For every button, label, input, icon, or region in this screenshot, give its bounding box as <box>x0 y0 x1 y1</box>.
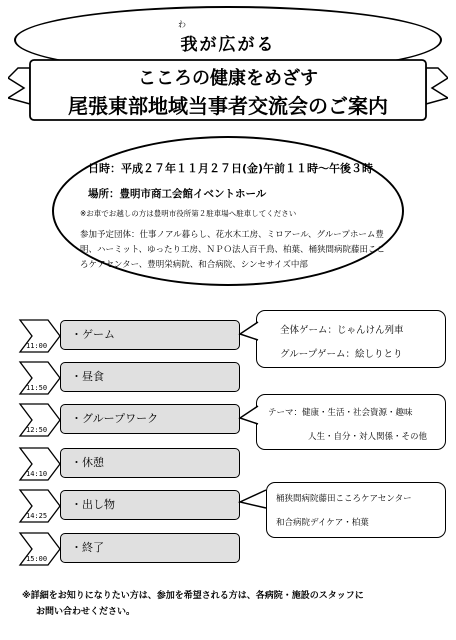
schedule-item: ・昼食 <box>60 362 240 392</box>
participant-groups: 参加予定団体：仕事ノアル暮らし、花水木工房、ミロアール、グループホーム豊明、ハーミット、ゆったり工房、ＮＰＯ法人百千鳥、柏葉、桶狭間病院藤田こころケアセンター、豊明栄病院、和合病院、シンセサイズ中部 <box>80 230 385 270</box>
title-line-1: 我が広がる <box>180 35 276 55</box>
title-ruby: わ <box>178 20 186 29</box>
callout-show-pointer <box>238 488 268 514</box>
timeline-chevron <box>18 360 62 406</box>
callout-theme-line2: 人生・自分・対人関係・その他 <box>308 432 428 442</box>
schedule-time: 14:25 <box>26 512 48 520</box>
footer-line-2: お問い合わせください。 <box>36 607 136 617</box>
title-line-2: こころの健康をめざす <box>138 68 318 89</box>
schedule-item: ・出し物 <box>60 490 240 520</box>
timeline-chevron <box>18 402 62 448</box>
timeline-chevron <box>18 446 62 492</box>
callout-show-line2: 和合病院デイケア・柏葉 <box>276 518 369 528</box>
schedule-time: 15:00 <box>26 555 48 563</box>
schedule-time: 11:00 <box>26 342 48 350</box>
schedule-item: ・ゲーム <box>60 320 240 350</box>
parking-note: ※お車でお越しの方は豊明市役所第２駐車場へ駐車してください <box>80 209 297 218</box>
schedule-item: ・グループワーク <box>60 404 240 434</box>
schedule-time: 12:50 <box>26 426 48 434</box>
schedule-time: 11:50 <box>26 384 48 392</box>
callout-game-line1: 全体ゲーム：じゃんけん列車 <box>280 325 404 336</box>
schedule-time: 14:10 <box>26 470 48 478</box>
callout-show <box>266 482 446 538</box>
schedule-item: ・休憩 <box>60 448 240 478</box>
event-date: 日時：平成２７年１１月２７日(金)午前１１時～午後３時 <box>88 162 374 175</box>
callout-theme-line1: テーマ：健康・生活・社会資源・趣味 <box>268 408 413 418</box>
footer-note <box>22 588 442 620</box>
title-line-3: 尾張東部地域当事者交流会のご案内 <box>68 94 388 118</box>
timeline-chevron <box>18 488 62 534</box>
timeline-chevron <box>18 531 62 577</box>
callout-theme-pointer <box>238 404 260 430</box>
callout-game-pointer <box>238 320 260 346</box>
callout-show-line1: 桶狭間病院藤田こころケアセンター <box>276 494 412 504</box>
event-place: 場所：豊明市商工会館イベントホール <box>88 188 267 200</box>
footer-line-1: ※詳細をお知りになりたい方は、参加を希望される方は、各病院・施設のスタッフに <box>22 591 364 601</box>
timeline-chevron <box>18 318 62 364</box>
schedule-item: ・終了 <box>60 533 240 563</box>
callout-game-line2: グループゲーム：絵しりとり <box>280 349 403 360</box>
